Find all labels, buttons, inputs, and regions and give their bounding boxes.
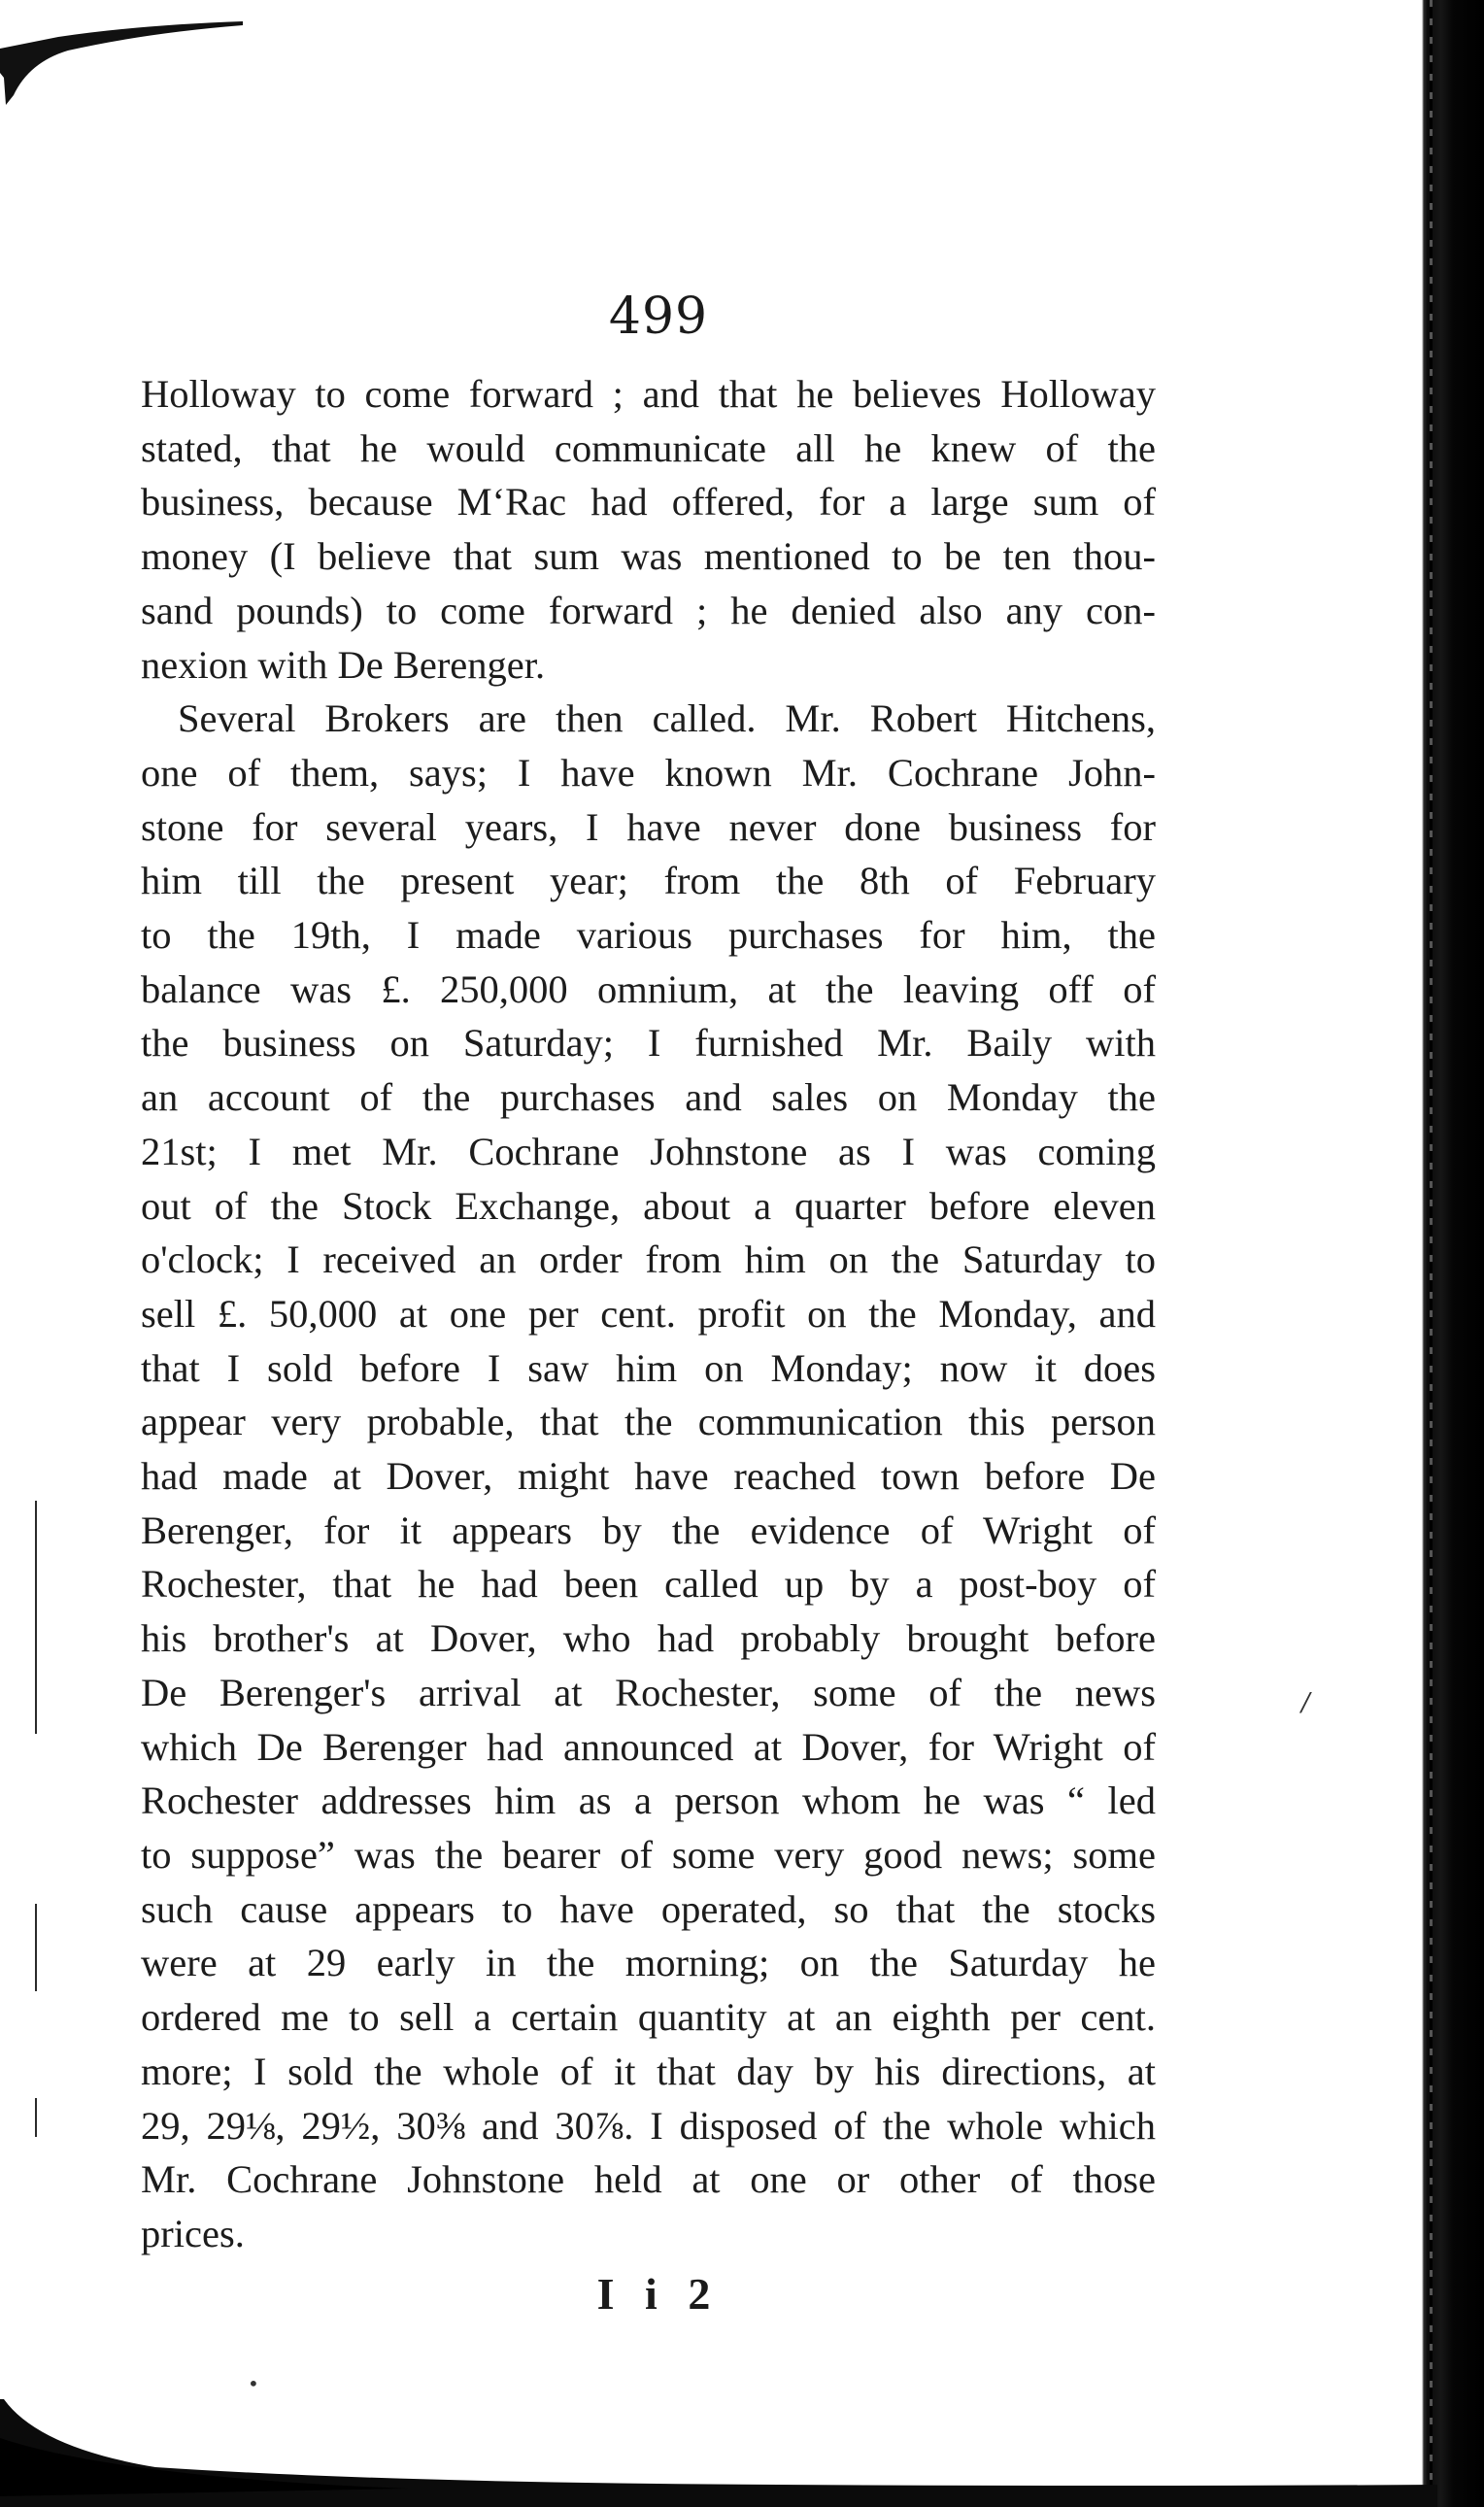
text-line: 21st; I met Mr. Cochrane Johnstone as I was coming <box>141 1129 1156 1173</box>
scan-corner-artifact <box>0 19 253 126</box>
text-line: one of them, says; I have known Mr. Cochrane John- <box>141 750 1156 795</box>
text-line: prices. <box>141 2211 245 2255</box>
text-line: nexion with De Berenger. <box>141 642 546 687</box>
text-line: money (I believe that sum was mentioned to be ten thou- <box>141 534 1156 579</box>
text-line: that I sold before I saw him on Monday; now it does <box>141 1345 1156 1390</box>
margin-rule-mark <box>35 1501 37 1734</box>
text-line: Mr. Cochrane Johnstone held at one or other of those <box>141 2157 1156 2202</box>
text-line: appear very probable, that the communication this person <box>141 1400 1156 1444</box>
page-number: 499 <box>608 288 709 346</box>
text-line: to suppose” was the bearer of some very good news; some <box>141 1832 1156 1877</box>
text-line: Berenger, for it appears by the evidence of Wright of <box>141 1508 1156 1552</box>
text-line: 29, 29⅛, 29½, 30⅜ and 30⅞. I disposed of the whole which <box>141 2103 1156 2148</box>
text-line: sand pounds) to come forward ; he denied also any con- <box>141 588 1156 632</box>
margin-rule-mark <box>35 2098 37 2137</box>
text-line: Holloway to come forward ; and that he believes Holloway <box>141 372 1156 416</box>
text-line: balance was £. 250,000 omnium, at the leaving off of <box>141 966 1156 1011</box>
signature-mark: I i 2 <box>596 2269 721 2319</box>
text-line: his brother's at Dover, who had probably brought before <box>141 1616 1156 1661</box>
text-line: stated, that he would communicate all he knew of the <box>141 425 1156 470</box>
text-line: such cause appears to have operated, so that the stocks <box>141 1886 1156 1931</box>
text-line: sell £. 50,000 at one per cent. profit on the Monday, and <box>141 1291 1156 1336</box>
text-line: the business on Saturday; I furnished Mr. Baily with <box>141 1021 1156 1066</box>
text-line: ordered me to sell a certain quantity at an eighth per cent. <box>141 1995 1156 2040</box>
text-line: business, because M‘Rac had offered, for a large sum of <box>141 480 1156 525</box>
margin-rule-mark <box>35 1904 37 1991</box>
text-line: o'clock; I received an order from him on the Saturday to <box>141 1237 1156 1282</box>
text-line: Rochester addresses him as a person whom he was “ led <box>141 1779 1156 1823</box>
text-line: to the 19th, I made various purchases for him, the <box>141 913 1156 958</box>
text-line: had made at Dover, might have reached town before De <box>141 1454 1156 1499</box>
scan-binding-edge <box>1395 0 1484 2507</box>
text-line: Rochester, that he had been called up by a post-boy of <box>141 1562 1156 1607</box>
text-line: him till the present year; from the 8th of February <box>141 859 1156 903</box>
margin-stray-mark: / <box>1301 1688 1310 1717</box>
text-line: De Berenger's arrival at Rochester, some of the news <box>141 1670 1156 1714</box>
text-line: were at 29 early in the morning; on the Saturday he <box>141 1941 1156 1985</box>
body-text <box>141 367 1156 2261</box>
scan-bottom-artifact <box>0 2399 1437 2507</box>
text-line: which De Berenger had announced at Dover, for Wright of <box>141 1724 1156 1769</box>
stray-dot-mark: • <box>248 2372 259 2395</box>
text-line: out of the Stock Exchange, about a quarter before eleven <box>141 1183 1156 1228</box>
text-line: Several Brokers are then called. Mr. Robert Hitchens, <box>178 696 1156 741</box>
text-line: an account of the purchases and sales on Monday the <box>141 1075 1156 1120</box>
text-line: stone for several years, I have never done business for <box>141 804 1156 849</box>
text-line: more; I sold the whole of it that day by his directions, at <box>141 2049 1156 2093</box>
